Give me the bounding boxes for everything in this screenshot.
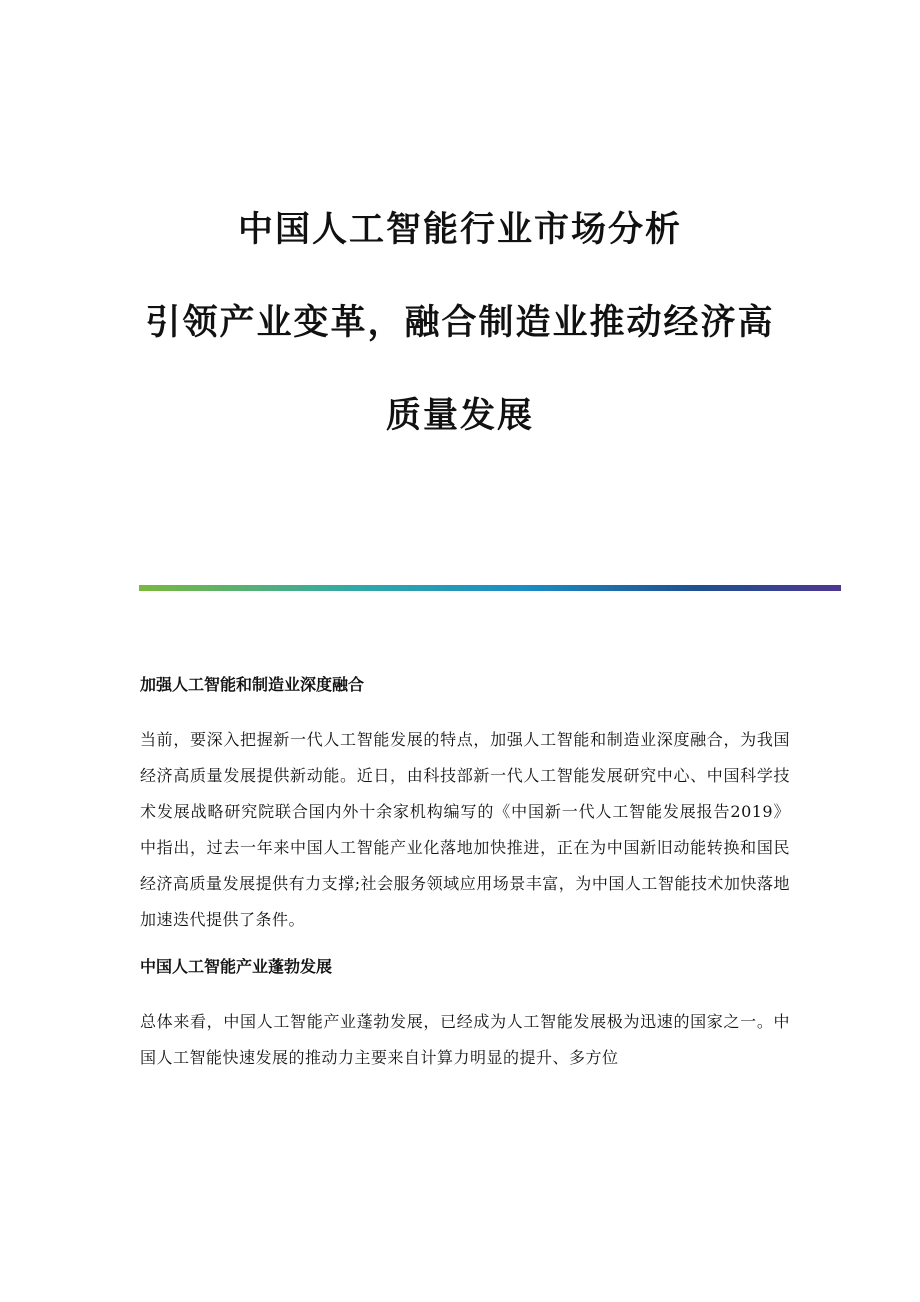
title-line-1: 中国人工智能行业市场分析	[237, 209, 682, 250]
title-line-3: 质量发展	[385, 395, 534, 436]
document-body	[140, 670, 790, 1076]
section-paragraph-2: 总体来看，中国人工智能产业蓬勃发展，已经成为人工智能发展极为迅速的国家之一。中国人工智能快速发展的推动力主要来自计算力明显的提升、多方位	[140, 1012, 790, 1067]
gradient-divider	[139, 585, 841, 591]
section-heading-1: 加强人工智能和制造业深度融合	[140, 675, 365, 694]
section-paragraph-1: 当前，要深入把握新一代人工智能发展的特点，加强人工智能和制造业深度融合，为我国经济高质量发展提供新动能。近日，由科技部新一代人工智能发展研究中心、中国科学技术发展战略研究院联合国内外十余家机构编写的《中国新一代人工智能发展报告2019》中指出，过去一年来中国人工智能产业化落地加快推进，正在为中国新旧动能转换和国民经济高质量发展提供有力支撑;社会服务领域应用场景丰富，为中国人工智能技术加快落地加速迭代提供了条件。	[140, 730, 790, 929]
document-title	[0, 209, 920, 436]
section-heading-2: 中国人工智能产业蓬勃发展	[140, 957, 333, 976]
title-line-2: 引领产业变革，融合制造业推动经济高	[145, 302, 775, 343]
